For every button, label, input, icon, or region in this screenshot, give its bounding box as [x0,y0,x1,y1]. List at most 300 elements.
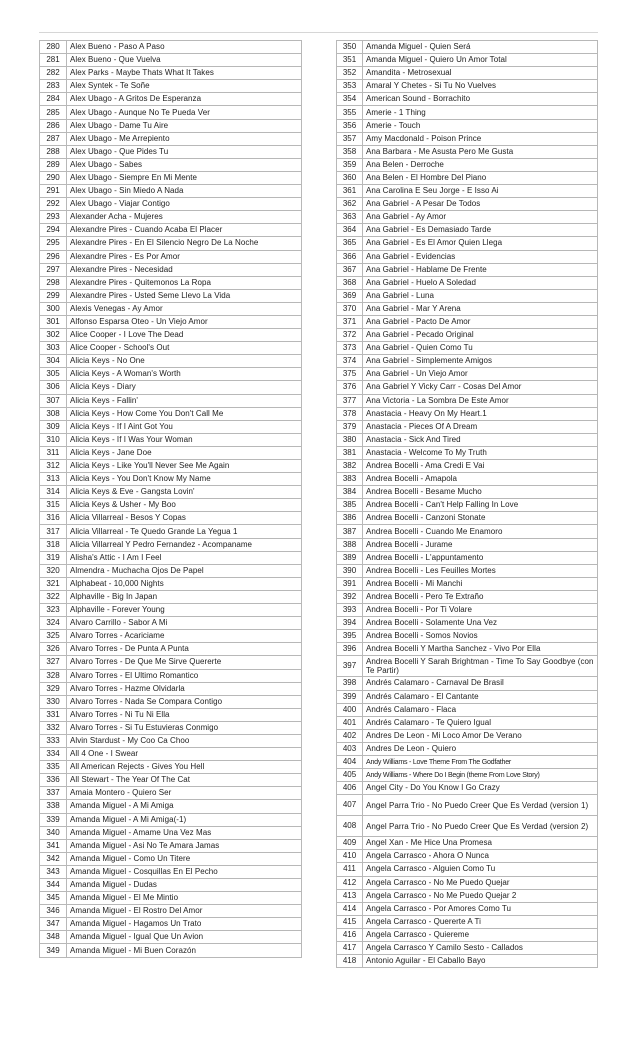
song-row [337,577,598,590]
song-row [337,590,598,603]
song-title: Amanda Miguel - A Mi Amiga [67,800,302,813]
song-title: Alicia Keys - How Come You Don't Call Me [67,407,302,420]
song-row [40,446,302,459]
song-number: 413 [337,889,363,902]
song-number: 323 [40,604,67,617]
song-title: Andres De Leon - Quiero [363,742,598,755]
song-title: Alex Ubago - Dame Tu Aire [67,119,302,132]
song-title: Ana Belen - Derroche [363,158,598,171]
song-number: 381 [337,446,363,459]
song-row [337,837,598,850]
song-title: Ana Gabriel - Es Demasiado Tarde [363,224,598,237]
song-number: 365 [337,237,363,250]
song-row [40,604,302,617]
song-row [337,499,598,512]
song-number: 354 [337,93,363,106]
song-row [40,643,302,656]
song-number: 397 [337,656,363,677]
song-number: 408 [337,816,363,837]
song-title: Angela Carrasco - Quiereme [363,928,598,941]
song-title: Ana Gabriel - A Pesar De Todos [363,198,598,211]
song-title: Ana Gabriel - Es El Amor Quien Llega [363,237,598,250]
song-title: Alphaville - Big In Japan [67,590,302,603]
song-row [40,289,302,302]
song-number: 302 [40,329,67,342]
song-title: Alexandre Pires - Cuando Acaba El Placer [67,224,302,237]
song-title: Alex Bueno - Paso A Paso [67,41,302,54]
song-number: 411 [337,863,363,876]
song-number: 320 [40,564,67,577]
song-row [337,460,598,473]
song-title: Andrea Bocelli - Somos Novios [363,630,598,643]
song-number: 418 [337,955,363,968]
song-number: 405 [337,769,363,782]
song-title: Alicia Villarreal - Besos Y Copas [67,512,302,525]
song-number: 291 [40,185,67,198]
song-row [337,171,598,184]
song-title: Alicia Keys - No One [67,355,302,368]
song-row [40,54,302,67]
song-number: 363 [337,211,363,224]
song-row [337,690,598,703]
song-number: 345 [40,892,67,905]
song-number: 325 [40,630,67,643]
song-number: 335 [40,761,67,774]
song-title: Alphaville - Forever Young [67,604,302,617]
song-title: Andrea Bocelli - Mi Manchi [363,577,598,590]
song-row [337,237,598,250]
song-row [40,787,302,800]
song-number: 416 [337,928,363,941]
song-row [337,942,598,955]
song-row [40,41,302,54]
song-number: 401 [337,716,363,729]
song-title: Alex Ubago - Me Arrepiento [67,132,302,145]
song-row [337,863,598,876]
song-row [40,852,302,865]
song-number: 348 [40,931,67,944]
song-title: Alexander Acha - Mujeres [67,211,302,224]
song-row [337,755,598,768]
song-title: Amanda Miguel - Asi No Te Amara Jamas [67,839,302,852]
song-title: Andrea Bocelli - Can't Help Falling In Love [363,499,598,512]
song-title: Angel City - Do You Know I Go Crazy [363,782,598,795]
song-row [40,106,302,119]
song-number: 319 [40,551,67,564]
song-number: 374 [337,355,363,368]
song-row [337,185,598,198]
song-number: 296 [40,250,67,263]
song-number: 404 [337,755,363,768]
song-title: Alvaro Carrillo - Sabor A Mi [67,617,302,630]
song-title: Ana Carolina E Seu Jorge - E Isso Ai [363,185,598,198]
song-number: 331 [40,708,67,721]
song-row [40,499,302,512]
song-number: 327 [40,656,67,669]
song-title: Angel Xan - Me Hice Una Promesa [363,837,598,850]
song-number: 392 [337,590,363,603]
song-row [337,289,598,302]
song-title: Angela Carrasco - Ahora O Nunca [363,850,598,863]
song-row [40,564,302,577]
song-row [40,905,302,918]
song-title: Andrea Bocelli Y Sarah Brightman - Time To Say Goodbye (con Te Partir) [363,656,598,677]
song-row [337,512,598,525]
song-row [40,211,302,224]
song-title: Amaia Montero - Quiero Ser [67,787,302,800]
song-title: Andrea Bocelli - Por Ti Volare [363,604,598,617]
song-number: 372 [337,329,363,342]
song-row [337,80,598,93]
song-number: 299 [40,289,67,302]
song-number: 313 [40,473,67,486]
song-title: Amy Macdonald - Poison Prince [363,132,598,145]
song-number: 387 [337,525,363,538]
song-row [40,145,302,158]
song-row [40,198,302,211]
song-number: 322 [40,590,67,603]
song-number: 364 [337,224,363,237]
song-title: Andrea Bocelli - Solamente Una Vez [363,617,598,630]
song-number: 398 [337,677,363,690]
song-number: 310 [40,433,67,446]
song-title: Alicia Keys - If I Was Your Woman [67,433,302,446]
song-title: Andrea Bocelli - Canzoni Stonate [363,512,598,525]
song-row [337,54,598,67]
song-row [337,902,598,915]
song-number: 281 [40,54,67,67]
song-row [337,93,598,106]
song-title: Alex Syntek - Te Soñe [67,80,302,93]
song-title: Alex Ubago - Sabes [67,158,302,171]
song-row [40,355,302,368]
song-row [337,433,598,446]
song-row [40,551,302,564]
song-row [337,816,598,837]
song-title: Almendra - Muchacha Ojos De Papel [67,564,302,577]
song-number: 315 [40,499,67,512]
song-number: 380 [337,433,363,446]
song-number: 283 [40,80,67,93]
song-row [40,721,302,734]
song-number: 352 [337,67,363,80]
song-row [40,433,302,446]
song-number: 412 [337,876,363,889]
song-row [40,67,302,80]
song-title: Anastacia - Heavy On My Heart.1 [363,407,598,420]
song-title: Andrés Calamaro - Carnaval De Brasil [363,677,598,690]
song-number: 309 [40,420,67,433]
song-row [337,955,598,968]
song-row [337,224,598,237]
song-row [337,525,598,538]
song-title: Anastacia - Sick And Tired [363,433,598,446]
song-title: Alfonso Esparsa Oteo - Un Viejo Amor [67,315,302,328]
song-row [40,171,302,184]
song-title: Amaral Y Chetes - Si Tu No Vuelves [363,80,598,93]
song-title: Alex Ubago - Que Pides Tu [67,145,302,158]
song-row [40,525,302,538]
song-title: Alex Ubago - Siempre En Mi Mente [67,171,302,184]
song-row [337,486,598,499]
song-number: 360 [337,171,363,184]
song-list-right-column [336,40,598,968]
song-number: 290 [40,171,67,184]
song-title: Angela Carrasco Y Camilo Sesto - Callados [363,942,598,955]
song-title: Alvaro Torres - Hazme Olvidarla [67,682,302,695]
song-number: 407 [337,795,363,816]
song-row [40,407,302,420]
song-number: 371 [337,315,363,328]
song-title: Alicia Villarreal - Te Quedo Grande La Yegua 1 [67,525,302,538]
song-number: 289 [40,158,67,171]
song-number: 385 [337,499,363,512]
song-title: Andrés Calamaro - Te Quiero Igual [363,716,598,729]
song-title: Alisha's Attic - I Am I Feel [67,551,302,564]
song-number: 382 [337,460,363,473]
song-number: 298 [40,276,67,289]
song-row [337,604,598,617]
song-row [40,119,302,132]
song-title: Angela Carrasco - No Me Puedo Quejar 2 [363,889,598,902]
song-number: 349 [40,944,67,957]
song-row [337,41,598,54]
song-title: Andrés Calamaro - El Cantante [363,690,598,703]
song-row [40,93,302,106]
song-number: 288 [40,145,67,158]
song-number: 303 [40,342,67,355]
song-row [337,643,598,656]
song-title: Amanda Miguel - Hagamos Un Trato [67,918,302,931]
song-row [40,329,302,342]
song-number: 415 [337,915,363,928]
song-row [40,944,302,957]
song-title: Andrea Bocelli - Pero Te Extraño [363,590,598,603]
song-title: Angel Parra Trio - No Puedo Creer Que Es Verdad (version 1) [363,795,598,816]
song-row [337,368,598,381]
song-row [40,826,302,839]
song-title: Alvaro Torres - De Que Me Sirve Quererte [67,656,302,669]
song-title: Ana Gabriel Y Vicky Carr - Cosas Del Amor [363,381,598,394]
song-title: Alvaro Torres - Si Tu Estuvieras Conmigo [67,721,302,734]
song-number: 379 [337,420,363,433]
song-title: Andrea Bocelli - Amapola [363,473,598,486]
song-row [40,879,302,892]
song-number: 355 [337,106,363,119]
song-number: 369 [337,289,363,302]
song-number: 328 [40,669,67,682]
song-number: 287 [40,132,67,145]
song-number: 368 [337,276,363,289]
song-row [337,145,598,158]
song-title: Ana Gabriel - Hablame De Frente [363,263,598,276]
song-row [337,850,598,863]
song-row [337,158,598,171]
song-row [337,394,598,407]
song-number: 377 [337,394,363,407]
song-title: Amanda Miguel - Mi Buen Corazón [67,944,302,957]
song-title: Alicia Villarreal Y Pedro Fernandez - Acompaname [67,538,302,551]
song-row [337,742,598,755]
song-number: 297 [40,263,67,276]
song-number: 295 [40,237,67,250]
song-number: 321 [40,577,67,590]
song-title: Alicia Keys - Diary [67,381,302,394]
song-row [40,931,302,944]
song-title: Andrea Bocelli - Jurame [363,538,598,551]
song-number: 393 [337,604,363,617]
song-number: 324 [40,617,67,630]
song-row [40,669,302,682]
song-title: Alex Parks - Maybe Thats What It Takes [67,67,302,80]
song-number: 340 [40,826,67,839]
song-title: Alvaro Torres - Nada Se Compara Contigo [67,695,302,708]
song-title: Andy Williams - Where Do I Begin (theme From Love Story) [363,769,598,782]
song-title: Amanda Miguel - A Mi Amiga(-1) [67,813,302,826]
song-title: Alexandre Pires - Necesidad [67,263,302,276]
song-row [337,315,598,328]
song-number: 280 [40,41,67,54]
song-row [337,211,598,224]
song-number: 396 [337,643,363,656]
song-row [337,630,598,643]
song-title: Andrés Calamaro - Flaca [363,703,598,716]
song-title: Ana Gabriel - Quien Como Tu [363,342,598,355]
song-row [337,263,598,276]
song-number: 375 [337,368,363,381]
song-row [40,80,302,93]
song-row [337,446,598,459]
song-number: 399 [337,690,363,703]
song-row [337,769,598,782]
song-number: 294 [40,224,67,237]
song-number: 356 [337,119,363,132]
song-number: 383 [337,473,363,486]
song-title: Alicia Keys - Like You'll Never See Me Again [67,460,302,473]
song-title: Alexandre Pires - En El Silencio Negro De La Noche [67,237,302,250]
song-title: Alex Ubago - Aunque No Te Pueda Ver [67,106,302,119]
song-row [40,708,302,721]
song-row [337,889,598,902]
song-list-left-column [39,40,302,958]
song-row [337,276,598,289]
song-number: 341 [40,839,67,852]
song-table-left [39,40,302,958]
song-row [337,106,598,119]
song-row [40,682,302,695]
song-title: Amanda Miguel - Amame Una Vez Mas [67,826,302,839]
song-title: Alexandre Pires - Es Por Amor [67,250,302,263]
song-row [40,839,302,852]
song-row [337,928,598,941]
song-number: 343 [40,865,67,878]
song-title: Ana Belen - El Hombre Del Piano [363,171,598,184]
song-title: Alvaro Torres - El Ultimo Romantico [67,669,302,682]
song-row [40,460,302,473]
song-number: 337 [40,787,67,800]
song-row [40,486,302,499]
song-number: 304 [40,355,67,368]
song-title: Ana Gabriel - Mar Y Arena [363,302,598,315]
song-row [40,695,302,708]
song-number: 357 [337,132,363,145]
song-row [40,734,302,747]
song-number: 344 [40,879,67,892]
song-row [40,512,302,525]
song-title: Alicia Keys - Jane Doe [67,446,302,459]
song-title: Andrea Bocelli - Cuando Me Enamoro [363,525,598,538]
song-number: 284 [40,93,67,106]
song-title: Alex Ubago - Sin Miedo A Nada [67,185,302,198]
song-title: Amanda Miguel - Igual Que Un Avion [67,931,302,944]
song-row [40,918,302,931]
song-title: Antonio Aguilar - El Caballo Bayo [363,955,598,968]
song-number: 400 [337,703,363,716]
song-title: Andres De Leon - Mi Loco Amor De Verano [363,729,598,742]
song-number: 388 [337,538,363,551]
song-number: 292 [40,198,67,211]
song-row [337,538,598,551]
song-title: Alex Ubago - Viajar Contigo [67,198,302,211]
song-row [40,381,302,394]
song-row [40,315,302,328]
song-row [40,800,302,813]
song-row [40,250,302,263]
song-title: Alvaro Torres - Ni Tu Ni Ella [67,708,302,721]
song-row [40,577,302,590]
song-title: Ana Gabriel - Ay Amor [363,211,598,224]
song-number: 351 [337,54,363,67]
song-title: Anastacia - Pieces Of A Dream [363,420,598,433]
song-row [40,892,302,905]
song-row [337,782,598,795]
song-title: Anastacia - Welcome To My Truth [363,446,598,459]
song-title: Andrea Bocelli - Ama Credi E Vai [363,460,598,473]
song-number: 391 [337,577,363,590]
song-title: Alvaro Torres - De Punta A Punta [67,643,302,656]
song-title: Andrea Bocelli - L'appuntamento [363,551,598,564]
song-row [337,198,598,211]
song-row [337,617,598,630]
song-number: 317 [40,525,67,538]
song-number: 394 [337,617,363,630]
song-row [40,813,302,826]
song-row [337,329,598,342]
song-title: Alvin Stardust - My Coo Ca Choo [67,734,302,747]
song-row [40,656,302,669]
song-number: 350 [337,41,363,54]
song-row [337,250,598,263]
song-title: Amanda Miguel - Dudas [67,879,302,892]
song-row [40,132,302,145]
song-number: 330 [40,695,67,708]
song-row [40,368,302,381]
song-number: 358 [337,145,363,158]
song-title: Ana Gabriel - Pacto De Amor [363,315,598,328]
song-number: 346 [40,905,67,918]
song-title: Alicia Keys - If I Aint Got You [67,420,302,433]
song-title: Alicia Keys - Fallin' [67,394,302,407]
song-title: American Sound - Borrachito [363,93,598,106]
song-number: 282 [40,67,67,80]
song-number: 402 [337,729,363,742]
song-row [337,677,598,690]
song-number: 336 [40,774,67,787]
song-title: Amanda Miguel - Quien Será [363,41,598,54]
song-row [337,407,598,420]
song-title: Alphabeat - 10,000 Nights [67,577,302,590]
song-title: Alvaro Torres - Acariciame [67,630,302,643]
